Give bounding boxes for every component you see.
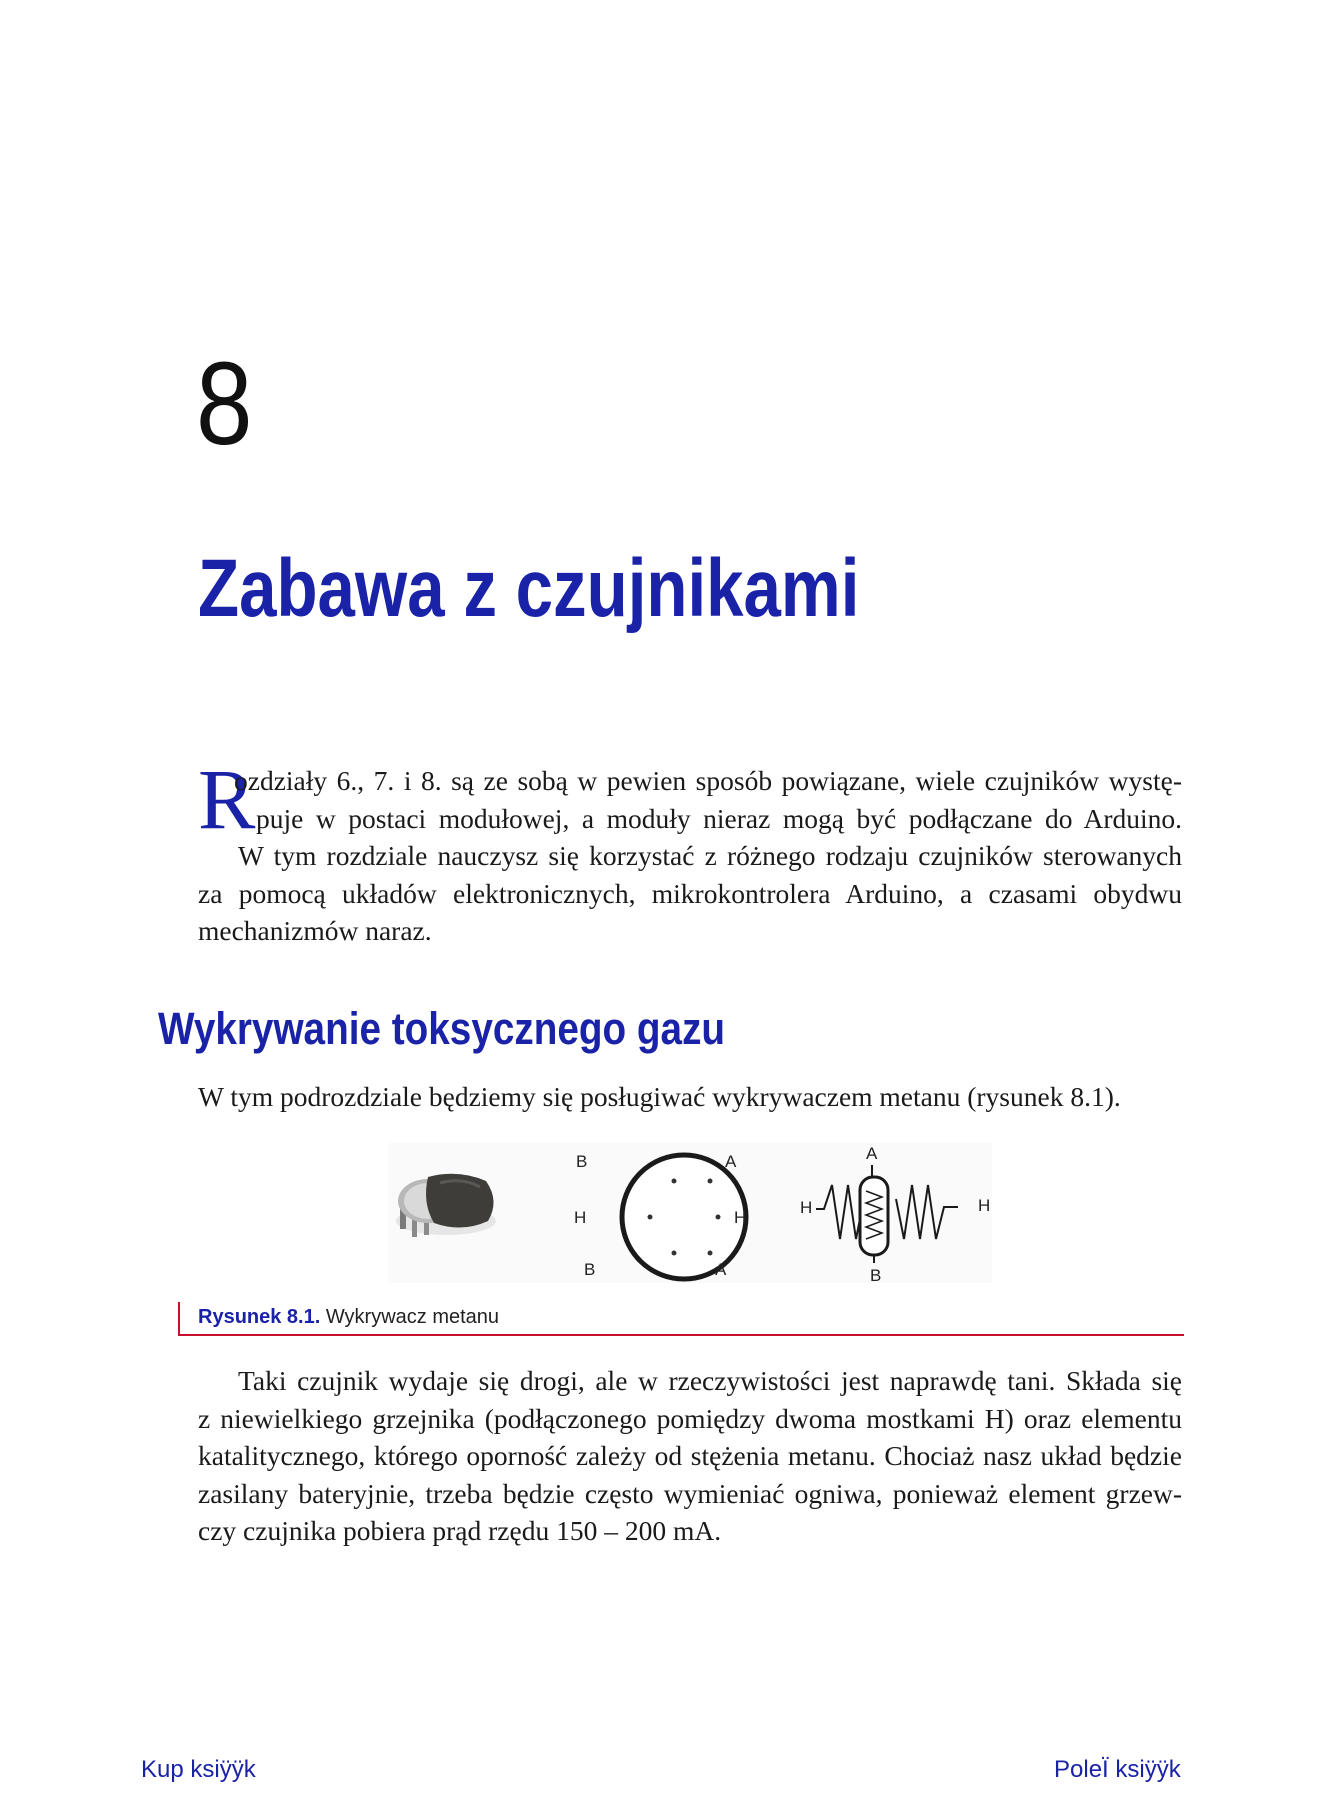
intro-line: W tym rozdziale nauczysz się korzystać z różnego rodzaju czujników sterowanych (238, 840, 1182, 871)
pin-label: B (576, 1152, 588, 1171)
caption-rule (178, 1334, 1184, 1336)
paragraph-line: katalitycznego, którego oporność zależy od stężenia metanu. Chociaż nasz układ będzie (198, 1440, 1182, 1471)
paragraph-line: z niewielkiego grzejnika (podłączonego pomiędzy dwoma mostkami H) oraz elementu (198, 1402, 1182, 1434)
paragraph-line: Taki czujnik wydaje się drogi, ale w rzeczywistości jest naprawdę tani. Składa się (238, 1365, 1182, 1396)
pin-label: A (725, 1152, 737, 1171)
recommend-book-link[interactable]: PoleÏ ksiÿÿk (1054, 1756, 1181, 1783)
caption-label: Rysunek 8.1. (198, 1306, 321, 1328)
figure-illustration (388, 1143, 992, 1283)
pin-label: H (734, 1208, 747, 1227)
sensor-photo (396, 1174, 496, 1237)
intro-line: ozdziały 6., 7. i 8. są ze sobą w pewien sposób powiązane, wiele czujników wystę- (234, 765, 1182, 796)
pinout-diagram (574, 1152, 746, 1279)
section-heading: Wykrywanie toksycznego gazu (158, 1003, 726, 1054)
schematic-label: A (866, 1144, 878, 1163)
schematic-label: B (870, 1266, 882, 1283)
dropcap: R (198, 751, 256, 847)
methane-sensor-figure (388, 1143, 992, 1283)
pin-label: B (584, 1260, 596, 1279)
paragraph-line: czy czujnika pobiera prąd rzędu 150 – 200 mA. (198, 1515, 722, 1546)
pin-label: A (715, 1260, 727, 1279)
chapter-title: Zabawa z czujnikami (198, 543, 860, 634)
chapter-number: 8 (196, 338, 253, 470)
buy-book-link[interactable]: Kup ksiÿÿk (141, 1756, 256, 1783)
paragraph-line: zasilany bateryjnie, trzeba będzie często wymieniać ogniwa, ponieważ element grzew- (198, 1477, 1182, 1509)
schematic-label: H (978, 1196, 991, 1215)
intro-line: za pomocą układów elektronicznych, mikrokontrolera Arduino, a czasami obydwu (198, 877, 1182, 909)
schematic-label: H (800, 1198, 813, 1217)
intro-line: puje w postaci modułowej, a moduły nieraz mogą być podłączane do Arduino. (256, 802, 1182, 834)
paragraph-2 (198, 1362, 1182, 1550)
pin-label: H (574, 1208, 587, 1227)
caption-text: Wykrywacz metanu (320, 1306, 500, 1328)
intro-line: mechanizmów naraz. (198, 915, 432, 946)
schematic-diagram (800, 1144, 990, 1283)
figure-caption (178, 1302, 499, 1334)
section-intro: W tym podrozdziale będziemy się posługiwać wykrywaczem metanu (rysunek 8.1). (198, 1081, 1121, 1112)
